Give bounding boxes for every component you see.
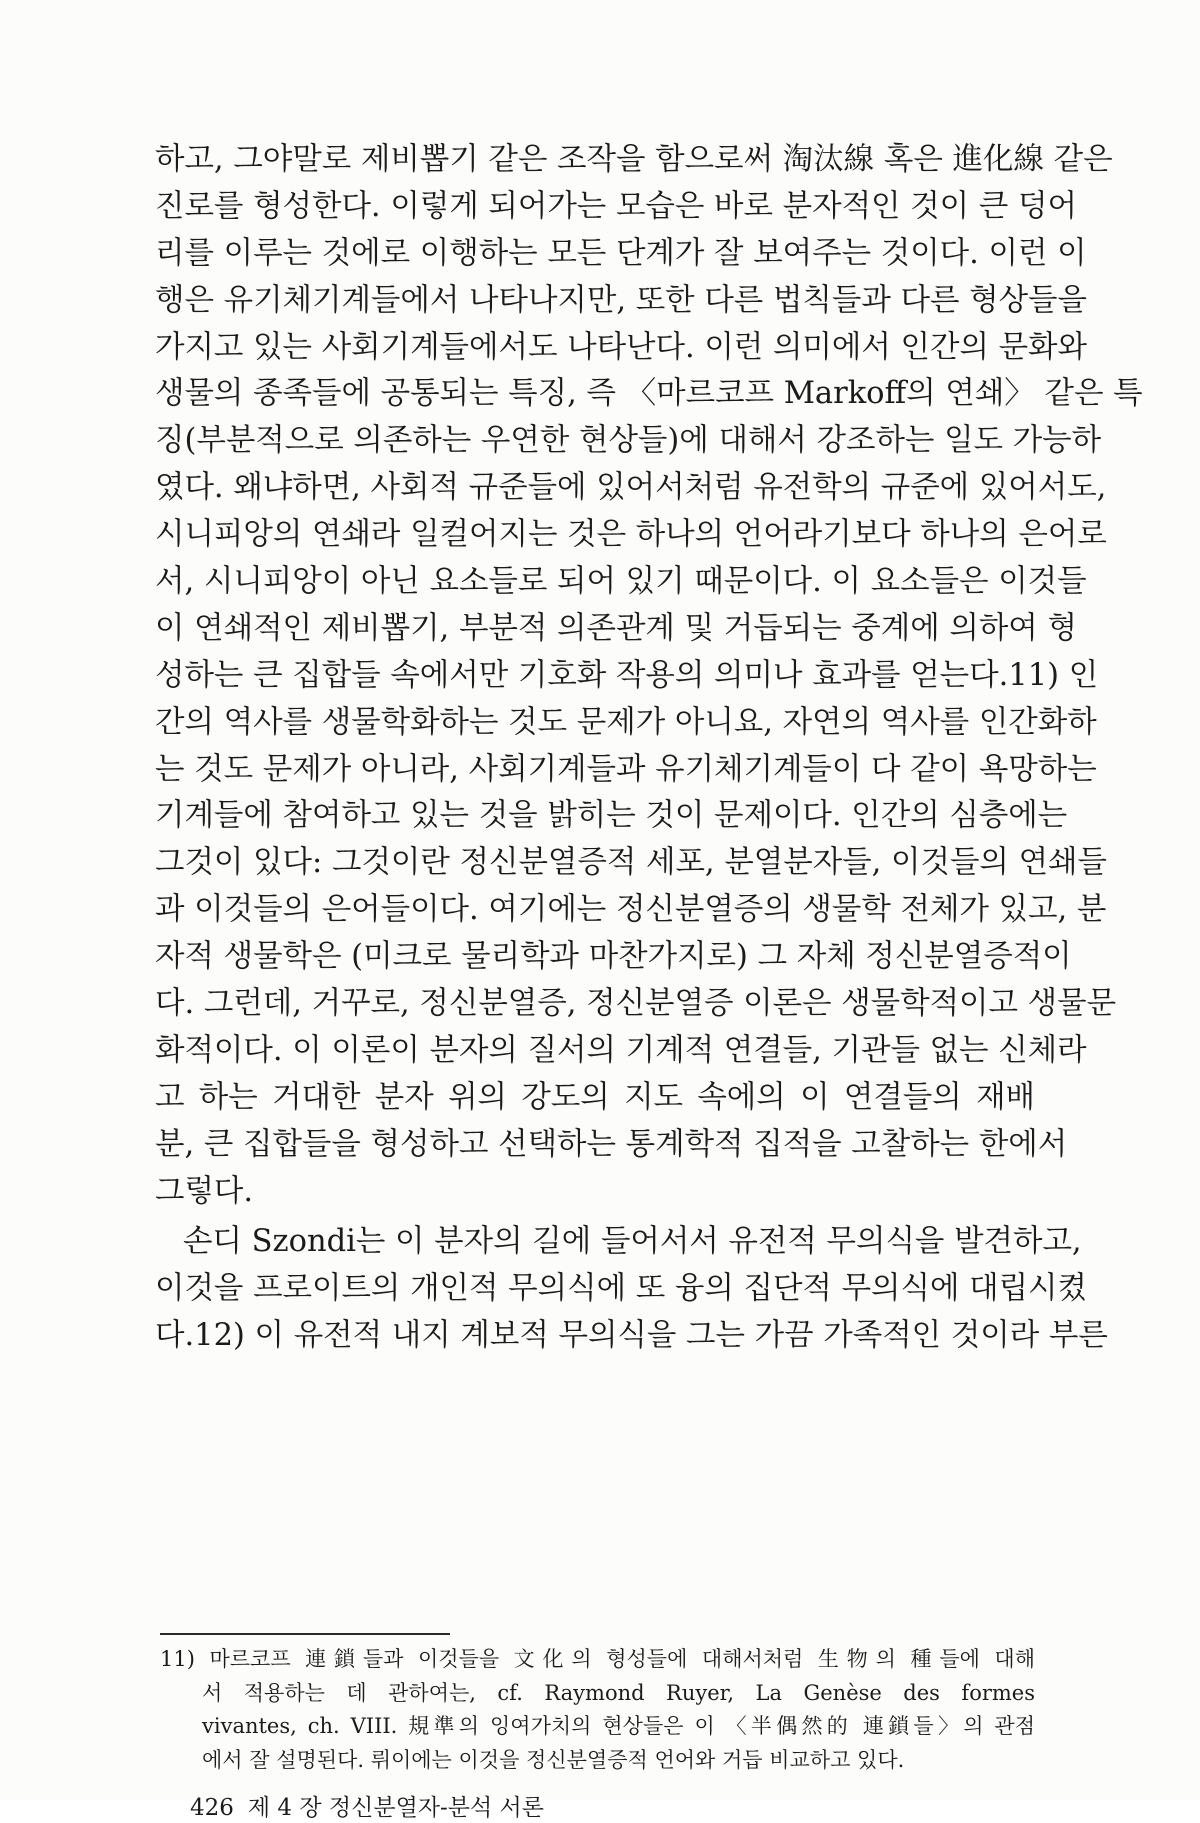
body-line: 자적 생물학은 (미크로 물리학과 마찬가지로) 그 자체 정신분열증적이 (155, 939, 1072, 975)
body-line: 시니피앙의 연쇄라 일컬어지는 것은 하나의 언어라기보다 하나의 은어로 (155, 517, 1107, 553)
body-line: 하고, 그야말로 제비뽑기 같은 조작을 함으로써 淘汰線 혹은 進化線 같은 (155, 142, 1113, 177)
body-line: 간의 역사를 생물학화하는 것도 문제가 아니요, 자연의 역사를 인간화하 (155, 704, 1097, 740)
body-line: 였다. 왜냐하면, 사회적 규준들에 있어서처럼 유전학의 규준에 있어서도, (155, 470, 1107, 506)
body-text (155, 137, 1143, 1360)
body-line: 진로를 형성한다. 이렇게 되어가는 모습은 바로 분자적인 것이 큰 덩어 (155, 188, 1077, 224)
footnote-line: vivantes, ch. VIII. 規準의 잉여가치의 현상들은 이 〈半偶然的 連鎖들〉의 관점 (202, 1714, 1035, 1738)
body-line: 이 연쇄적인 제비뽑기, 부분적 의존관계 및 거듭되는 중계에 의하여 형 (155, 610, 1077, 646)
body-line: 서, 시니피앙이 아닌 요소들로 되어 있기 때문이다. 이 요소들은 이것들 (155, 564, 1087, 600)
body-line: 손디 Szondi는 이 분자의 길에 들어서서 유전적 무의식을 발견하고, (183, 1224, 1082, 1260)
body-line: 가지고 있는 사회기계들에서도 나타난다. 이런 의미에서 인간의 문화와 (155, 329, 1087, 365)
page-number: 426 (190, 1795, 234, 1821)
body-line: 그렇다. (155, 1173, 254, 1209)
body-line: 성하는 큰 집합들 속에서만 기호화 작용의 의미나 효과를 얻는다.11) 인 (155, 657, 1099, 693)
body-line: 기계들에 참여하고 있는 것을 밝히는 것이 문제이다. 인간의 심층에는 (155, 798, 1068, 834)
body-line: 그것이 있다: 그것이란 정신분열증적 세포, 분열분자들, 이것들의 연쇄들 (155, 845, 1107, 881)
body-line: 과 이것들의 은어들이다. 여기에는 정신분열증의 생물학 전체가 있고, 분 (155, 892, 1107, 928)
footnote-line: 서 적용하는 데 관하여는, cf. Raymond Ruyer, La Genèse des formes (202, 1680, 1035, 1705)
footnotes (160, 1643, 1035, 1777)
footnote-line: 11) 마르코프 連鎖들과 이것들을 文化의 형성들에 대해서처럼 生物의 種들에 대해 (160, 1647, 1035, 1671)
body-line: 분, 큰 집합들을 형성하고 선택하는 통계학적 집적을 고찰하는 한에서 (155, 1126, 1068, 1162)
footnote-divider (160, 1633, 450, 1635)
running-footer (190, 1793, 544, 1823)
body-line: 이것을 프로이트의 개인적 무의식에 또 융의 집단적 무의식에 대립시켰 (155, 1271, 1087, 1307)
body-line: 는 것도 문제가 아니라, 사회기계들과 유기체기계들이 다 같이 욕망하는 (155, 751, 1097, 787)
body-line: 리를 이루는 것에로 이행하는 모든 단계가 잘 보여주는 것이다. 이런 이 (155, 235, 1087, 271)
footnote-line: 에서 잘 설명된다. 뤼이에는 이것을 정신분열증적 언어와 거듭 비교하고 있다. (202, 1747, 905, 1772)
body-line: 다.12) 이 유전적 내지 계보적 무의식을 그는 가끔 가족적인 것이라 부른 (155, 1318, 1108, 1354)
body-line: 징(부분적으로 의존하는 우연한 현상들)에 대해서 강조하는 일도 가능하 (155, 423, 1102, 459)
chapter-title: 제 4 장 정신분열자-분석 서론 (247, 1795, 544, 1821)
body-line: 다. 그런데, 거꾸로, 정신분열증, 정신분열증 이론은 생물학적이고 생물문 (155, 986, 1117, 1022)
body-line: 화적이다. 이 이론이 분자의 질서의 기계적 연결들, 기관들 없는 신체라 (155, 1032, 1087, 1068)
body-line: 생물의 종족들에 공통되는 특징, 즉 〈마르코프 Markoff의 연쇄〉 같은 특 (155, 376, 1143, 412)
body-line: 고 하는 거대한 분자 위의 강도의 지도 속에의 이 연결들의 재배 (155, 1079, 1035, 1115)
body-line: 행은 유기체기계들에서 나타나지만, 또한 다른 법칙들과 다른 형상들을 (155, 282, 1087, 318)
